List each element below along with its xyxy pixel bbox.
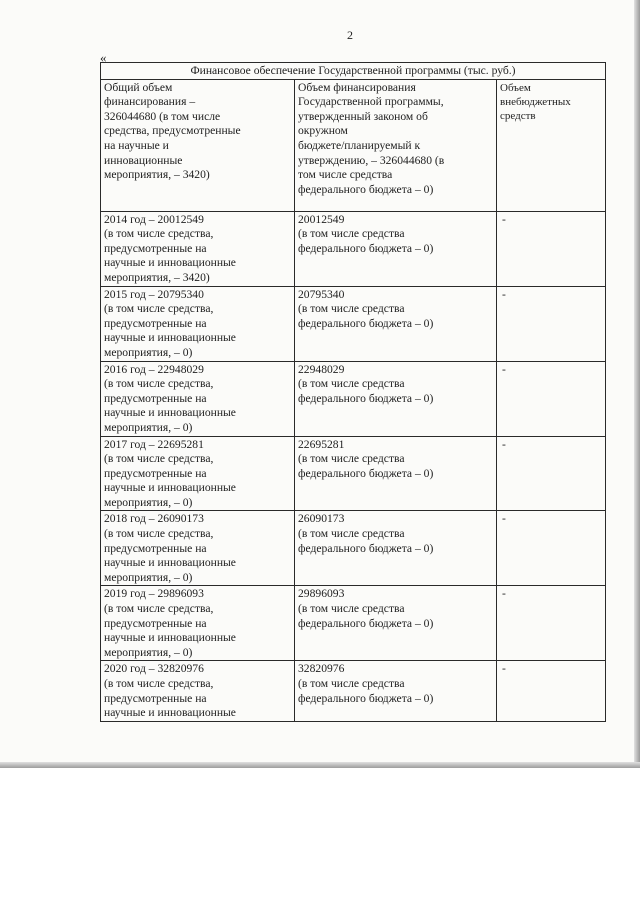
- cell-text-line: федерального бюджета – 0): [298, 391, 434, 405]
- cell-program-by-year: [295, 286, 497, 361]
- cell-text-line: внебюджетных: [500, 95, 571, 108]
- cell-text-dash: -: [502, 362, 506, 376]
- cell-text-line: федерального бюджета – 0): [298, 466, 434, 480]
- cell-text-line: утвержденный законом об: [298, 109, 428, 123]
- table-header-row: [101, 79, 606, 211]
- cell-text-line: 2015 год – 20795340: [104, 287, 204, 301]
- page-number: 2: [347, 28, 353, 42]
- cell-text-line: окружном: [298, 124, 348, 138]
- cell-total-by-year: [101, 211, 295, 286]
- cell-text-line: на научные и: [104, 138, 169, 152]
- cell-text-dash: -: [502, 212, 506, 226]
- cell-text-line: (в том числе средства,: [104, 377, 214, 391]
- cell-text-line: (в том числе средства,: [104, 302, 214, 316]
- cell-text-line: инновационные: [104, 153, 183, 167]
- cell-text-line: предусмотренные на: [104, 391, 207, 405]
- scan-shadow-bottom: [0, 762, 640, 768]
- cell-text-line: 2020 год – 32820976: [104, 662, 204, 676]
- cell-text-line: 2017 год – 22695281: [104, 437, 204, 451]
- cell-text-line: федерального бюджета – 0): [298, 616, 434, 630]
- cell-extrabudgetary-by-year: [497, 661, 606, 721]
- cell-text-line: Объем: [500, 81, 531, 94]
- cell-text-line: мероприятия, – 0): [104, 495, 193, 509]
- cell-text-dash: -: [502, 437, 506, 451]
- cell-text-line: (в том числе средства: [298, 677, 405, 690]
- cell-text-line: 29896093: [298, 587, 345, 601]
- cell-extrabudgetary-by-year: [497, 586, 606, 661]
- cell-text-line: научные и инновационные: [104, 481, 236, 495]
- header-extrabudgetary: [497, 79, 606, 211]
- opening-quote-mark: «: [100, 50, 107, 65]
- cell-text-line: 2018 год – 26090173: [104, 512, 204, 526]
- cell-text-dash: -: [502, 662, 506, 676]
- cell-text-line: предусмотренные на: [104, 466, 207, 480]
- cell-text-line: утверждению, – 326044680 (в: [298, 153, 445, 167]
- cell-text-line: предусмотренные на: [104, 541, 207, 555]
- cell-text-line: мероприятия, – 0): [104, 570, 193, 584]
- cell-text-line: том числе средства: [298, 168, 393, 182]
- cell-text-line: научные и инновационные: [104, 556, 236, 570]
- cell-text-line: 22695281: [298, 437, 345, 451]
- cell-text-line: (в том числе средства,: [104, 527, 214, 541]
- cell-text-line: (в том числе средства: [298, 377, 405, 391]
- cell-text-line: научные и инновационные: [104, 706, 236, 720]
- cell-text-line: федерального бюджета – 0): [298, 182, 434, 196]
- cell-program-by-year: [295, 361, 497, 436]
- cell-text-dash: -: [502, 512, 506, 526]
- cell-total-by-year: [101, 436, 295, 511]
- cell-extrabudgetary-by-year: [497, 211, 606, 286]
- cell-text-line: бюджете/планируемый к: [298, 138, 421, 152]
- cell-text-line: финансирования –: [104, 95, 196, 109]
- financing-table: [100, 62, 606, 722]
- cell-text-line: научные и инновационные: [104, 331, 236, 345]
- cell-text-line: мероприятия, – 0): [104, 420, 193, 434]
- cell-program-by-year: [295, 511, 497, 586]
- cell-text-line: 2016 год – 22948029: [104, 362, 204, 376]
- cell-text-line: (в том числе средства,: [104, 677, 214, 690]
- header-total-financing: [101, 79, 295, 211]
- cell-total-by-year: [101, 361, 295, 436]
- cell-text-line: мероприятия, – 0): [104, 645, 193, 659]
- cell-text-line: мероприятия, – 3420): [104, 168, 210, 182]
- cell-text-line: федерального бюджета – 0): [298, 691, 434, 705]
- table-row: [101, 511, 606, 586]
- table-row: [101, 661, 606, 721]
- cell-text-dash: -: [502, 287, 506, 301]
- cell-text-line: мероприятия, – 0): [104, 345, 193, 359]
- table-row: [101, 286, 606, 361]
- cell-text-line: федерального бюджета – 0): [298, 316, 434, 330]
- cell-program-by-year: [295, 211, 497, 286]
- cell-text-line: (в том числе средства: [298, 527, 405, 541]
- table-title: Финансовое обеспечение Государственной программы (тыс. руб.): [101, 63, 606, 80]
- cell-text-line: предусмотренные на: [104, 316, 207, 330]
- cell-text-line: федерального бюджета – 0): [298, 241, 434, 255]
- cell-text-line: (в том числе средства: [298, 227, 405, 241]
- cell-extrabudgetary-by-year: [497, 361, 606, 436]
- cell-total-by-year: [101, 286, 295, 361]
- cell-program-by-year: [295, 661, 497, 721]
- cell-text-line: (в том числе средства: [298, 452, 405, 466]
- header-program-financing: [295, 79, 497, 211]
- cell-text-line: (в том числе средства,: [104, 227, 214, 241]
- cell-text-line: (в том числе средства: [298, 302, 405, 316]
- cell-extrabudgetary-by-year: [497, 436, 606, 511]
- cell-text-line: мероприятия, – 3420): [104, 270, 210, 284]
- cell-text-line: (в том числе средства: [298, 602, 405, 616]
- cell-text-line: средств: [500, 109, 536, 122]
- cell-extrabudgetary-by-year: [497, 286, 606, 361]
- cell-text-line: федерального бюджета – 0): [298, 541, 434, 555]
- cell-text-line: 20795340: [298, 287, 345, 301]
- cell-text-line: 2014 год – 20012549: [104, 212, 204, 226]
- cell-program-by-year: [295, 586, 497, 661]
- cell-text-line: Объем финансирования: [298, 80, 416, 94]
- cell-total-by-year: [101, 511, 295, 586]
- cell-total-by-year: [101, 661, 295, 721]
- table-row: [101, 361, 606, 436]
- cell-text-line: 26090173: [298, 512, 345, 526]
- cell-text-line: (в том числе средства,: [104, 452, 214, 466]
- cell-text-line: научные и инновационные: [104, 631, 236, 645]
- cell-text-dash: -: [502, 587, 506, 601]
- cell-program-by-year: [295, 436, 497, 511]
- cell-total-by-year: [101, 586, 295, 661]
- scan-shadow-right: [634, 0, 640, 768]
- cell-text-line: средства, предусмотренные: [104, 124, 241, 138]
- table-row: [101, 436, 606, 511]
- cell-text-line: предусмотренные на: [104, 241, 207, 255]
- cell-text-line: 32820976: [298, 662, 345, 676]
- table-row: [101, 586, 606, 661]
- cell-text-line: Государственной программы,: [298, 95, 444, 109]
- cell-text-line: 2019 год – 29896093: [104, 587, 204, 601]
- cell-text-line: научные и инновационные: [104, 256, 236, 270]
- cell-text-line: предусмотренные на: [104, 691, 207, 705]
- cell-text-line: 20012549: [298, 212, 345, 226]
- cell-text-line: Общий объем: [104, 80, 173, 94]
- cell-text-line: 22948029: [298, 362, 345, 376]
- cell-text-line: 326044680 (в том числе: [104, 109, 221, 123]
- table-title-row: [101, 63, 606, 80]
- cell-text-line: научные и инновационные: [104, 406, 236, 420]
- cell-text-line: (в том числе средства,: [104, 602, 214, 616]
- table-row: [101, 211, 606, 286]
- cell-text-line: предусмотренные на: [104, 616, 207, 630]
- cell-extrabudgetary-by-year: [497, 511, 606, 586]
